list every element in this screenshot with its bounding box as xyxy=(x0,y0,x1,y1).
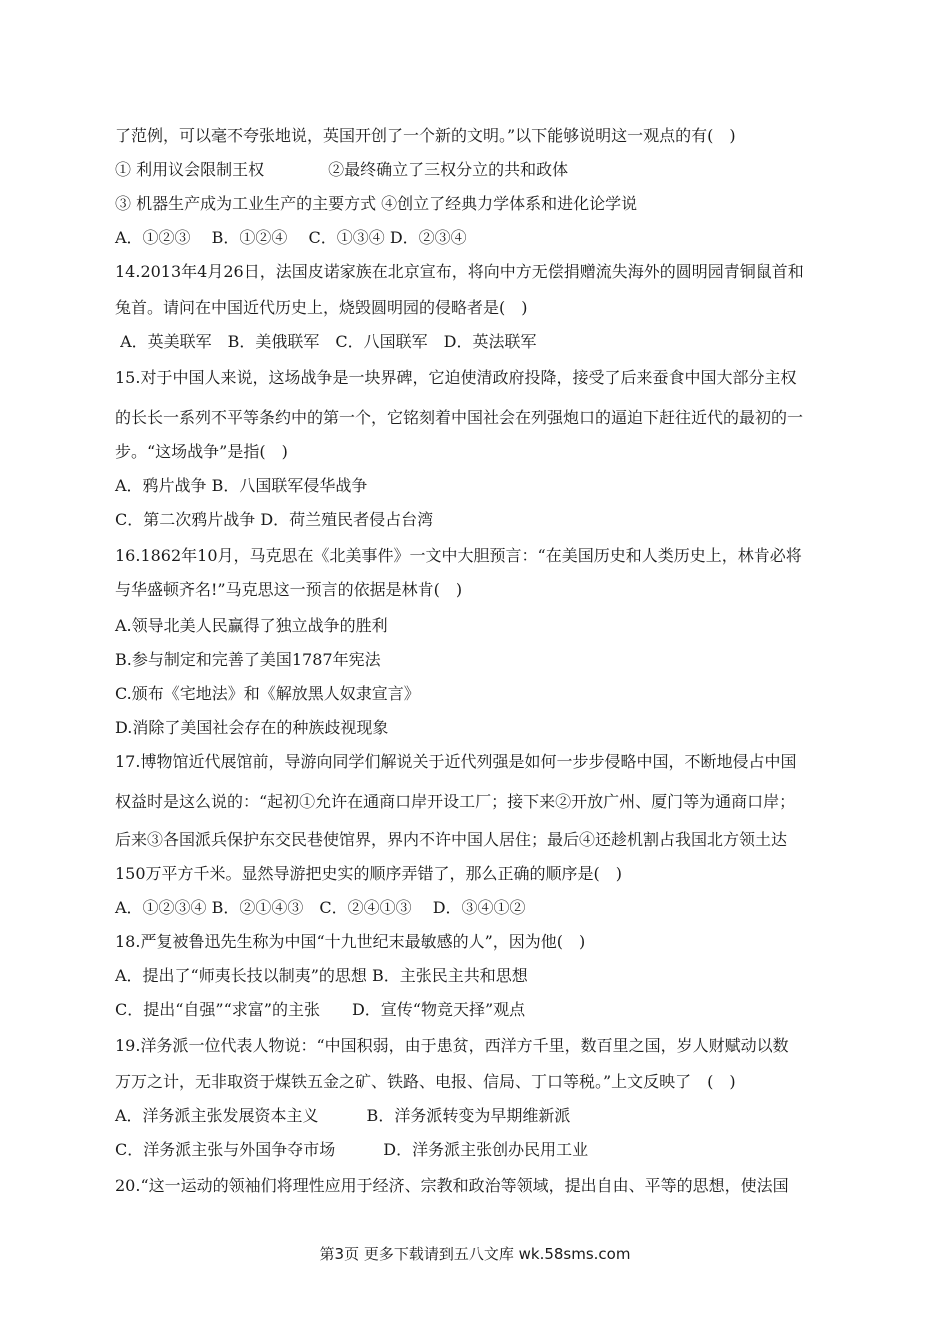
text-line: B.参与制定和完善了美国1787年宪法 xyxy=(115,650,381,669)
text-line: 后来③各国派兵保护东交民巷使馆界，界内不许中国人居住；最后④还趁机割占我国北方领土达 xyxy=(115,830,788,849)
question-18: 18.严复被鲁迅先生称为中国“十九世纪末最敏感的人”，因为他( ) xyxy=(115,932,586,951)
text-line: C.颁布《宅地法》和《解放黑人奴隶宣言》 xyxy=(115,684,420,703)
text-line: D.消除了美国社会存在的种族歧视现象 xyxy=(115,718,389,737)
text-line: A.领导北美人民赢得了独立战争的胜利 xyxy=(115,616,388,635)
question-15: 15.对于中国人来说，这场战争是一块界碑，它迫使清政府投降，接受了后来蚕食中国大部分主权 xyxy=(115,368,797,387)
text-line: 了范例，可以毫不夸张地说，英国开创了一个新的文明。”以下能够说明这一观点的有( ) xyxy=(115,126,736,145)
text-line: 兔首。请问在中国近代历史上，烧毁圆明园的侵略者是( ) xyxy=(115,298,528,317)
question-16: 16.1862年10月，马克思在《北美事件》一文中大胆预言：“在美国历史和人类历史上，林肯必将 xyxy=(115,546,802,565)
question-14: 14.2013年4月26日，法国皮诺家族在北京宣布，将向中方无偿捐赠流失海外的圆明园青铜鼠首和 xyxy=(115,262,804,281)
text-line: ① 利用议会限制王权 ②最终确立了三权分立的共和政体 xyxy=(115,160,569,179)
text-line: 万万之计，无非取资于煤铁五金之矿、铁路、电报、信局、丁口等税。”上文反映了 ( ) xyxy=(115,1072,736,1091)
text-line: C．第二次鸦片战争 D．荷兰殖民者侵占台湾 xyxy=(115,510,434,529)
text-line: 的长长一系列不平等条约中的第一个，它铭刻着中国社会在列强炮口的逼迫下赶往近代的最初的一 xyxy=(115,408,804,427)
text-line: C．提出“自强”“求富”的主张 D．宣传“物竞天择”观点 xyxy=(115,1000,526,1019)
page-footer: 第3页 更多下载请到五八文库 wk.58sms.com xyxy=(319,1245,631,1263)
text-line: 150万平方千米。显然导游把史实的顺序弄错了，那么正确的顺序是( ) xyxy=(115,864,623,883)
text-line: 步。“这场战争”是指( ) xyxy=(115,442,288,461)
text-line: A．提出了“师夷长技以制夷”的思想 B．主张民主共和思想 xyxy=(115,966,528,985)
text-line: 与华盛顿齐名!”马克思这一预言的依据是林肯( ) xyxy=(115,580,463,599)
question-19: 19.洋务派一位代表人物说：“中国积弱，由于患贫，西洋方千里，数百里之国，岁人财赋动以数 xyxy=(115,1036,789,1055)
question-17: 17.博物馆近代展馆前，导游向同学们解说关于近代列强是如何一步步侵略中国，不断地侵占中国 xyxy=(115,752,797,771)
text-line: A．①②③④ B．②①④③ C．②④①③ D．③④①② xyxy=(115,898,526,917)
question-20: 20.“这一运动的领袖们将理性应用于经济、宗教和政治等领域，提出自由、平等的思想，使法国 xyxy=(115,1176,789,1195)
text-line: A．鸦片战争 B．八国联军侵华战争 xyxy=(115,476,368,495)
text-line: A．洋务派主张发展资本主义 B．洋务派转变为早期维新派 xyxy=(115,1106,571,1125)
text-line: A．①②③ B．①②④ C．①③④ D．②③④ xyxy=(115,228,467,247)
text-line: 权益时是这么说的：“起初①允许在通商口岸开设工厂；接下来②开放广州、厦门等为通商口岸； xyxy=(115,792,796,811)
text-line: A．英美联军 B．美俄联军 C．八国联军 D．英法联军 xyxy=(115,332,537,351)
text-line: ③ 机器生产成为工业生产的主要方式 ④创立了经典力学体系和进化论学说 xyxy=(115,194,638,213)
text-line: C．洋务派主张与外国争夺市场 D．洋务派主张创办民用工业 xyxy=(115,1140,589,1159)
